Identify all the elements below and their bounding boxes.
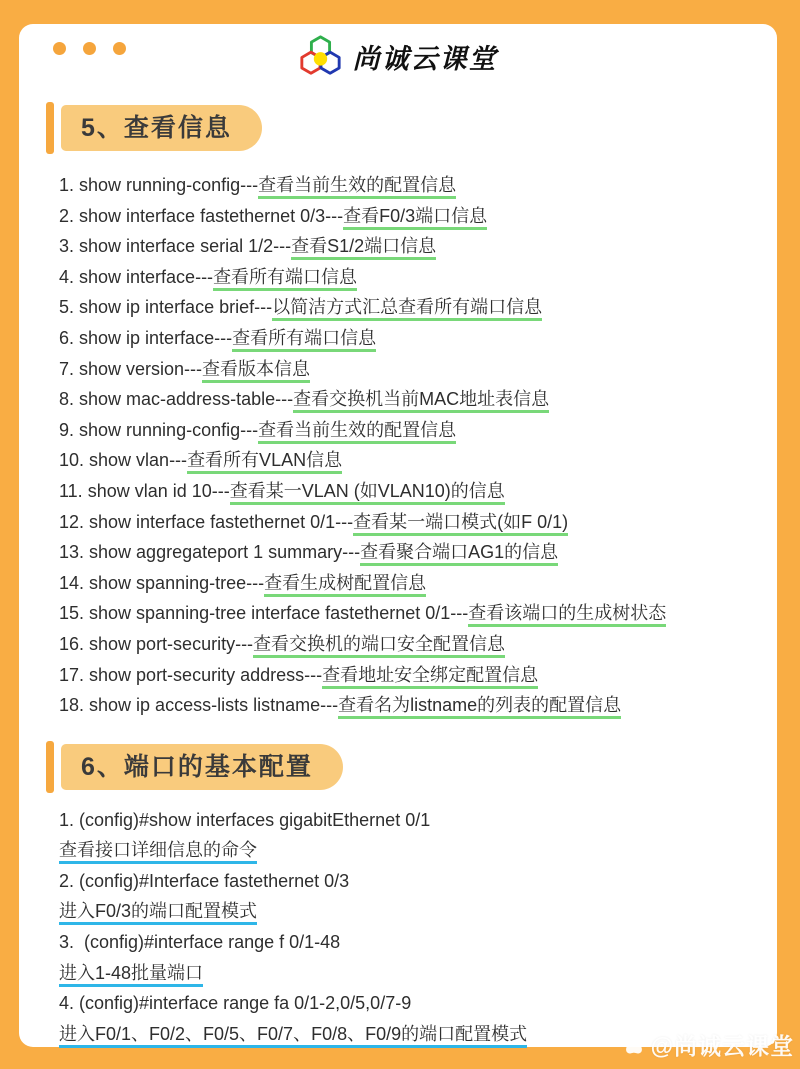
section6-header — [46, 741, 737, 793]
command-description: 查看交换机当前MAC地址表信息 — [293, 389, 549, 413]
command-text: 9. show running-config--- — [59, 419, 259, 440]
list-item — [59, 568, 737, 599]
command-line — [59, 927, 737, 958]
section6-title: 6、端口的基本配置 — [61, 744, 343, 790]
list-item — [59, 507, 737, 538]
command-text: 13. show aggregateport 1 summary--- — [59, 542, 361, 563]
list-item — [59, 262, 737, 293]
command-text: 7. show version--- — [59, 358, 203, 379]
command-text: 4. (config)#interface range fa 0/1-2,0/5,0/7-9 — [59, 993, 412, 1014]
section5-header — [46, 102, 737, 154]
list-item — [59, 445, 737, 476]
command-text: 8. show mac-address-table--- — [59, 389, 294, 410]
command-description: 查看当前生效的配置信息 — [258, 175, 456, 199]
page-header — [59, 34, 737, 84]
command-text: 4. show interface--- — [59, 266, 214, 287]
command-description: 查看某一端口模式(如F 0/1) — [353, 512, 568, 536]
command-description: 查看接口详细信息的命令 — [59, 840, 257, 864]
command-description: 查看生成树配置信息 — [264, 573, 426, 597]
command-description: 查看所有端口信息 — [232, 328, 376, 352]
section5-header-bar — [46, 102, 54, 154]
description-line — [59, 896, 737, 927]
command-text: 14. show spanning-tree--- — [59, 572, 265, 593]
list-item — [59, 231, 737, 262]
list-item — [59, 415, 737, 446]
decorative-dots — [53, 42, 126, 55]
brand-name: 尚诚云课堂 — [352, 43, 498, 75]
command-description: 进入F0/3的端口配置模式 — [59, 901, 257, 925]
command-description: 查看聚合端口AG1的信息 — [360, 542, 558, 566]
command-text: 1. show running-config--- — [59, 175, 259, 195]
dot-icon — [53, 42, 66, 55]
watermark — [621, 1028, 794, 1061]
command-text: 12. show interface fastethernet 0/1--- — [59, 511, 354, 532]
command-text: 6. show ip interface--- — [59, 327, 233, 348]
command-description: 查看版本信息 — [202, 359, 310, 383]
command-text: 16. show port-security--- — [59, 633, 254, 654]
command-text: 11. show vlan id 10--- — [59, 480, 230, 501]
command-text: 2. show interface fastethernet 0/3--- — [59, 205, 344, 226]
hexagons-logo-icon — [299, 34, 343, 78]
list-item — [59, 476, 737, 507]
command-description: 进入F0/1、F0/2、F0/5、F0/7、F0/8、F0/9的端口配置模式 — [59, 1024, 527, 1048]
command-text: 5. show ip interface brief--- — [59, 297, 273, 318]
command-description: 查看F0/3端口信息 — [343, 206, 487, 230]
command-text: 3. (config)#interface range f 0/1-48 — [59, 932, 341, 953]
section5-title: 5、查看信息 — [61, 105, 262, 151]
list-item — [59, 384, 737, 415]
command-description: 以简洁方式汇总查看所有端口信息 — [272, 297, 542, 321]
command-text: 17. show port-security address--- — [59, 664, 323, 685]
command-description: 查看名为listname的列表的配置信息 — [338, 695, 621, 719]
list-item — [59, 690, 737, 721]
description-line — [59, 835, 737, 866]
command-description: 查看某一VLAN (如VLAN10)的信息 — [230, 481, 505, 505]
command-text: 1. (config)#show interfaces gigabitEthernet 0/1 — [59, 809, 431, 830]
command-text: 10. show vlan--- — [59, 450, 188, 471]
section5-list — [59, 170, 737, 721]
list-item — [59, 354, 737, 385]
command-line — [59, 805, 737, 836]
command-line — [59, 988, 737, 1019]
list-item — [59, 537, 737, 568]
command-description: 查看S1/2端口信息 — [291, 236, 436, 260]
list-item — [59, 660, 737, 691]
command-text: 15. show spanning-tree interface fastethernet 0/1--- — [59, 603, 469, 624]
command-description: 查看交换机的端口安全配置信息 — [253, 634, 505, 658]
command-description: 查看当前生效的配置信息 — [258, 420, 456, 444]
command-text: 2. (config)#Interface fastethernet 0/3 — [59, 870, 350, 891]
command-text: 18. show ip access-lists listname--- — [59, 695, 339, 716]
watermark-text: @尚诚云课堂 — [650, 1033, 794, 1059]
command-line — [59, 866, 737, 897]
command-text: 3. show interface serial 1/2--- — [59, 236, 292, 257]
list-item — [59, 629, 737, 660]
list-item — [59, 598, 737, 629]
section6-header-bar — [46, 741, 54, 793]
list-item — [59, 170, 737, 201]
command-description: 查看该端口的生成树状态 — [468, 603, 666, 627]
baidu-paw-icon — [621, 1032, 647, 1058]
command-description: 查看所有端口信息 — [213, 267, 357, 291]
brand-logo — [299, 34, 498, 78]
command-description: 查看所有VLAN信息 — [187, 450, 342, 474]
list-item — [59, 201, 737, 232]
command-description: 进入1-48批量端口 — [59, 963, 203, 987]
list-item — [59, 323, 737, 354]
command-description: 查看地址安全绑定配置信息 — [322, 665, 538, 689]
section6-list — [59, 805, 737, 1050]
description-line — [59, 958, 737, 989]
dot-icon — [83, 42, 96, 55]
list-item — [59, 292, 737, 323]
dot-icon — [113, 42, 126, 55]
content-card — [19, 24, 777, 1047]
